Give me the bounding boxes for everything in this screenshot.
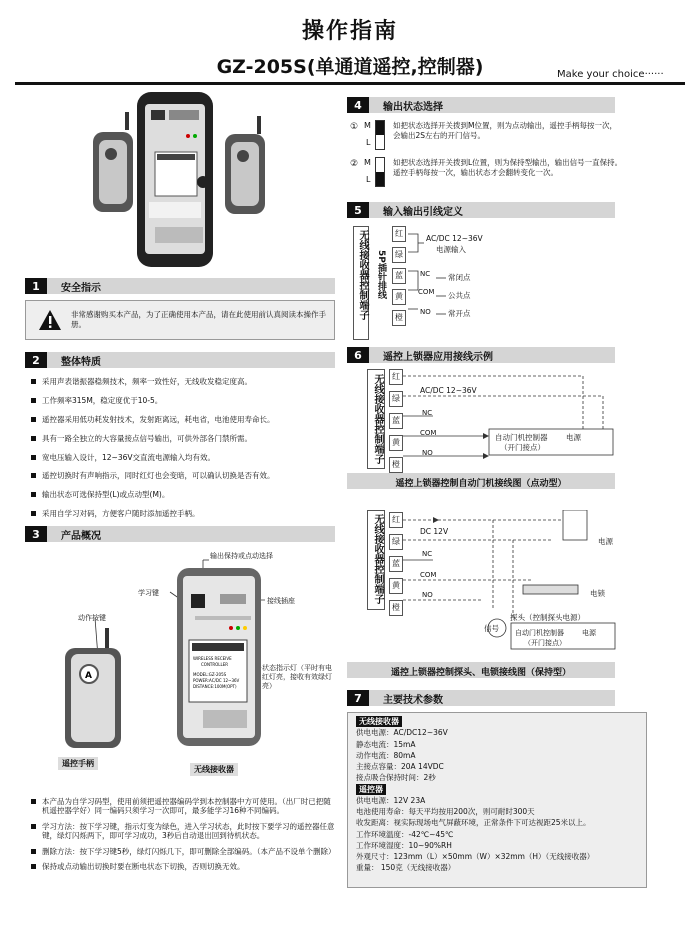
no-label-6b: NO [422, 591, 433, 599]
receiver-caption: 无线接收器 [190, 763, 238, 776]
section-title: 输入输出引线定义 [383, 206, 463, 218]
no-label-6a: NO [422, 449, 433, 457]
receiver-device-icon [137, 92, 213, 267]
section-3-header [25, 526, 335, 542]
device-label-2: CONTROLLER [201, 662, 229, 667]
page-title: 操作指南 [301, 19, 398, 44]
remote-fob-right-icon [225, 116, 265, 214]
remote-fob-left-icon [93, 112, 133, 212]
nc-label-5: NC [420, 270, 431, 278]
usage-note: 学习方法：按下学习键，指示灯变为绿色，进入学习状态，此时按下要学习的遥控器任意键，绿灯闪烁两下，即可学习成功，3秒后自动退出回到待机状态。 [30, 822, 335, 841]
wire-red: 红 [389, 512, 403, 528]
option-1-l: L [366, 138, 371, 147]
svg-text:A: A [85, 671, 92, 681]
usage-notes [30, 797, 335, 877]
spec-line: 接点吸合保持时间：2秒 [356, 773, 436, 783]
caption-lock-diagram: 遥控上锁器控制探头、电锁接线图（保持型） [347, 662, 615, 678]
section-number: 4 [347, 97, 369, 113]
door-power-label: 电源 [566, 433, 581, 442]
terminal-vertical-label: 无线接收器控制端子 [372, 514, 383, 604]
receiver-spec-heading: 无线接收器 [356, 716, 402, 727]
section-2-header [25, 352, 335, 368]
safety-warning-box [25, 300, 335, 340]
door-controller-label-2: 自动门机控制器 [515, 629, 564, 637]
door-sub-label: （开门接点） [500, 443, 545, 452]
remote-spec-heading: 遥控器 [356, 784, 386, 795]
com-label-6a: COM [420, 429, 437, 437]
wire-list-5 [392, 226, 406, 326]
open-contact-label: 常开点 [448, 309, 471, 318]
wire-yellow: 黄 [389, 435, 403, 451]
feature-item: 遥控器采用低功耗发射技术，发射距离远，耗电省，电池使用寿命长。 [30, 415, 335, 424]
wire-yellow: 黄 [392, 289, 406, 305]
door-controller-label: 自动门机控制器 [495, 433, 548, 442]
section-number: 5 [347, 202, 369, 218]
section-title: 遥控上锁器应用接线示例 [383, 351, 493, 363]
usage-note: 本产品为自学习码型，使用前须把遥控器编码学到本控制器中方可使用。（出厂时已把随机遥控器学好）同一编码只须学习一次即可，最多能学习16种不同编码。 [30, 797, 335, 816]
safety-warning-text: 非常感谢购买本产品，为了正确使用本产品，请在此使用前认真阅读本操作手册。 [71, 310, 326, 329]
remote-drawing-icon [65, 628, 121, 748]
wire-green: 绿 [389, 391, 403, 407]
spec-line: 静态电流：15mA [356, 739, 416, 749]
caption-door-diagram: 遥控上锁器控制自动门机接线图（点动型） [347, 473, 615, 489]
model-title: GZ-205S(单通道遥控,控制器) [216, 56, 484, 78]
section-title: 输出状态选择 [383, 101, 443, 113]
remote-caption: 遥控手柄 [58, 757, 98, 770]
wire-green: 绿 [392, 247, 406, 263]
plug-vertical-label: 5P插针排线 [376, 250, 386, 299]
wire-red: 红 [389, 369, 403, 385]
wire-yellow: 黄 [389, 578, 403, 594]
section-number: 2 [25, 352, 47, 368]
warning-icon [38, 309, 62, 331]
product-diagram [55, 550, 285, 765]
device-label-5: DISTANCE:100M(OPT) [193, 684, 237, 689]
switch-m-position-icon [375, 120, 385, 150]
spec-line: 工作环境湿度：10~90%RH [356, 840, 452, 850]
label-action-key: 动作按键 [78, 614, 106, 622]
spec-line: 动作电流：80mA [356, 750, 416, 760]
section-1-header [25, 278, 335, 294]
section-6-header [347, 347, 615, 363]
feature-item: 工作频率315M，稳定度优于10-5。 [30, 396, 335, 405]
wire-blue: 蓝 [389, 556, 403, 572]
section-number: 1 [25, 278, 47, 294]
wire-blue: 蓝 [389, 413, 403, 429]
nc-label-6a: NC [422, 409, 433, 417]
section-number: 3 [25, 526, 47, 542]
option-1-text: 如把状态选择开关拨到M位置，则为点动输出，遥控手柄每按一次，会输出2S左右的开门信号。 [393, 121, 617, 140]
spec-line: 工作环境温度：-42℃~45℃ [356, 829, 454, 839]
device-label-1: WIRELESS RECEIVE [193, 656, 232, 661]
power-label-6b: 电源 [598, 537, 613, 546]
no-label-5: NO [420, 308, 431, 316]
product-photo [85, 92, 285, 272]
feature-item: 输出状态可选保持型(L)或点动型(M)。 [30, 490, 335, 499]
wire-green: 绿 [389, 534, 403, 550]
label-terminal: 接线插座 [267, 597, 295, 605]
switch-l-position-icon [375, 157, 385, 187]
usage-note: 保持或点动输出切换时要在断电状态下切换，否则切换无效。 [30, 862, 335, 871]
option-2-mark: ② [350, 159, 359, 169]
spec-line: 收发距离：视实际现场电气屏蔽环境，正常条件下可达视距25米以上。 [356, 818, 591, 828]
slogan: Make your choice······ [557, 69, 664, 80]
spec-line: 供电电源：AC/DC12~36V [356, 728, 448, 738]
common-contact-label: 公共点 [448, 291, 471, 300]
section-7-header [347, 690, 615, 706]
label-learn-key: 学习键 [138, 589, 159, 597]
wire-list-6a [389, 369, 403, 473]
option-1-m: M [364, 121, 371, 130]
feature-item: 遥控切换时有声响指示，同时红灯也会变暗，可以确认切换是否有效。 [30, 471, 335, 480]
spec-line: 重量： 150克（无线接收器） [356, 863, 456, 873]
spec-line: 电池使用寿命：每天平均按用200次，则可耐时300天 [356, 807, 535, 816]
door-sub-label-2: （开门接点） [524, 639, 566, 647]
signal-label: 信号 [484, 624, 499, 633]
wire-blue: 蓝 [392, 268, 406, 284]
dc-label-6b: DC 12V [420, 527, 449, 536]
label-output-select: 输出保持或点动选择 [210, 552, 273, 560]
section-4-header [347, 97, 615, 113]
option-2-l: L [366, 175, 371, 184]
spec-line: 外观尺寸：123mm（L）×50mm（W）×32mm（H）（无线接收器） [356, 852, 595, 861]
feature-item: 宽电压输入设计，12~36V交直流电源输入均有效。 [30, 453, 335, 462]
closed-contact-label: 常闭点 [448, 273, 471, 282]
power-spec-5: AC/DC 12~36V [426, 234, 483, 243]
terminal-vertical-label: 无线接收器控制端子 [357, 230, 368, 320]
tech-specs-box [347, 712, 647, 888]
feature-item: 采用自学习对码，方便客户随时添加遥控手柄。 [30, 509, 335, 518]
section-5-header [347, 202, 615, 218]
spec-line: 主接点容量：20A 14VDC [356, 762, 444, 771]
option-1-mark: ① [350, 122, 359, 132]
wiring-lines-6a [403, 369, 633, 469]
nc-label-6b: NC [422, 550, 433, 558]
device-label-3: MODEL:GZ-205S [193, 672, 227, 677]
feature-item: 具有一路全独立的大容量接点信号输出，可供外部各门禁所需。 [30, 434, 335, 443]
option-2-m: M [364, 158, 371, 167]
section-number: 6 [347, 347, 369, 363]
section-title: 产品概况 [61, 530, 101, 542]
section-title: 主要技术参数 [383, 694, 443, 706]
power-in-5: 电源输入 [436, 245, 466, 254]
label-status-led: 状态指示灯（平时有电红灯亮，接收有效绿灯亮） [262, 664, 332, 690]
option-2-text: 如把状态选择开关拨到L位置，则为保持型输出，输出信号一直保持。遥控手柄每按一次，输出状态才会翻转变化一次。 [393, 158, 623, 177]
header-rule [15, 82, 685, 85]
door-power-label-2: 电源 [582, 629, 596, 637]
section-number: 7 [347, 690, 369, 706]
wire-orange: 橙 [389, 600, 403, 616]
wire-red: 红 [392, 226, 406, 242]
features-list [30, 377, 335, 528]
feature-item: 采用声表谐振器稳频技术，频率一致性好，无线收发稳定度高。 [30, 377, 335, 386]
com-label-6b: COM [420, 571, 437, 579]
power-spec-6a: AC/DC 12~36V [420, 386, 477, 395]
wire-list-6b [389, 512, 403, 616]
section-title: 安全指示 [61, 282, 101, 294]
com-label-5: COM [418, 288, 435, 296]
probe-label: 探头（控制探头电源） [510, 613, 585, 622]
lock-label: 电锁 [590, 589, 605, 598]
terminal-vertical-label: 无线接收器控制端子 [372, 374, 383, 464]
usage-note: 删除方法：按下学习键5秒，绿灯闪烁几下，即可删除全部编码。（本产品不设单个删除） [30, 847, 335, 856]
wire-orange: 橙 [389, 457, 403, 473]
spec-line: 供电电源：12V 23A [356, 795, 426, 805]
section-title: 整体特质 [61, 356, 101, 368]
device-label-4: POWER:AC/DC 12~36V [193, 678, 240, 683]
wire-orange: 橙 [392, 310, 406, 326]
